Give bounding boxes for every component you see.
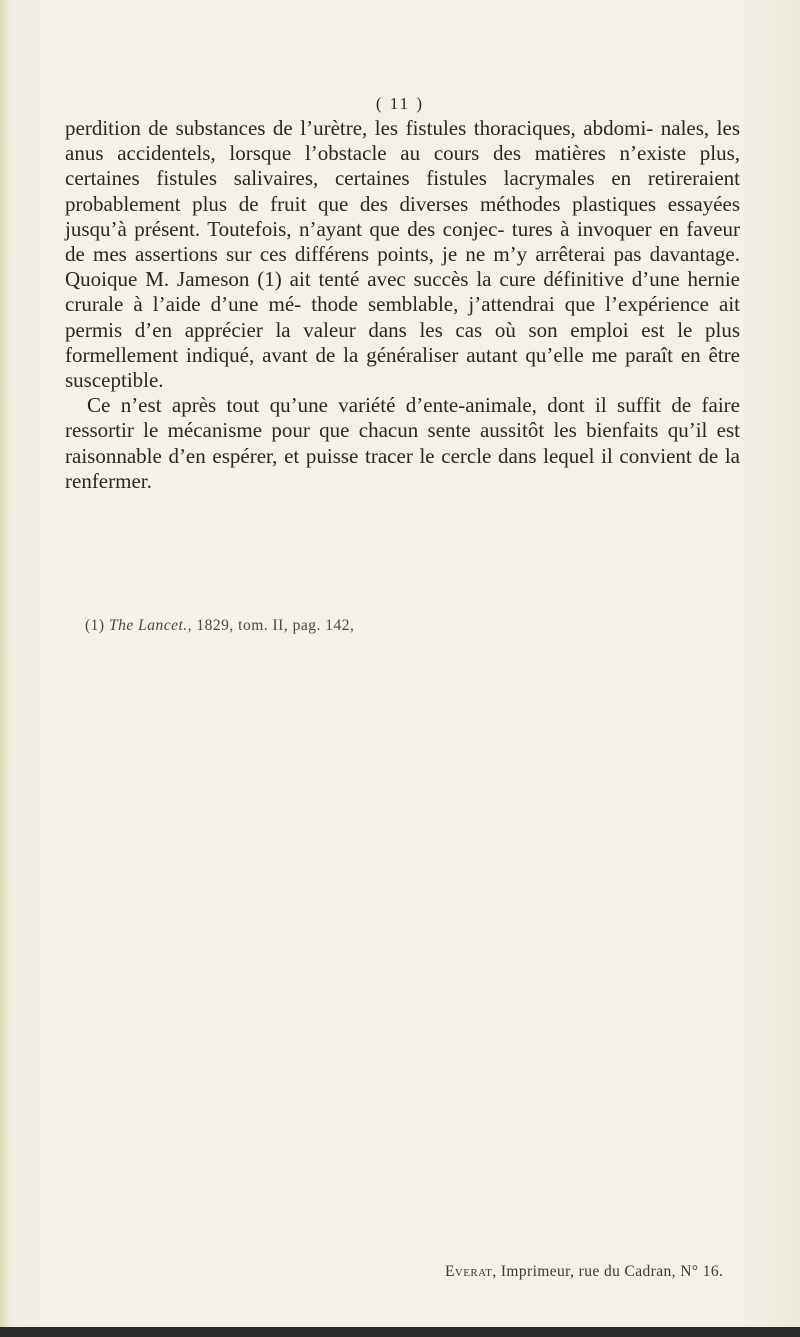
body-text: [65, 116, 740, 494]
footnote-reference: , 1829, tom. II, pag. 142,: [187, 617, 355, 634]
paragraph-1: perdition de substances de l’urètre, les fistules thoraciques, abdomi- nales, les anus accidentels, lorsque l’obstacle au cours des matières n’existe plus, certaines fistules salivaires, certaines fistules lacrymales en retireraient probablement plus de fruit que des diverses méthodes plastiques essayées jusqu’à présent. Toutefois, n’ayant que des conjec- tures à invoquer en faveur de mes assertions sur ces différens points, je ne m’y arrêterai pas davantage. Quoique M. Jameson (1) ait tenté avec succès la cure définitive d’une hernie crurale à l’aide d’une mé- thode semblable, j’attendrai que l’expérience ait permis d’en apprécier la valeur dans les cas où son emploi est le plus formellement indiqué, avant de la généraliser autant qu’elle me paraît en être susceptible.: [65, 116, 740, 393]
printer-imprint: [445, 1263, 723, 1281]
bottom-scan-border: [0, 1327, 800, 1337]
footnote-marker: (1): [85, 617, 105, 634]
printer-address: , Imprimeur, rue du Cadran, N° 16.: [492, 1263, 724, 1280]
page-left-edge: [0, 0, 10, 1337]
paragraph-2: Ce n’est après tout qu’une variété d’ente-animale, dont il suffit de faire ressortir le mécanisme pour que chacun sente aussitôt les bienfaits qu’il est raisonnable d’en espérer, et puisse tracer le cercle dans lequel il convient de la renfermer.: [65, 393, 740, 493]
footnote: [85, 617, 354, 635]
page-number: ( 11 ): [375, 94, 425, 113]
printer-name: Everat: [445, 1263, 493, 1280]
footnote-title: The Lancet.: [108, 617, 188, 634]
